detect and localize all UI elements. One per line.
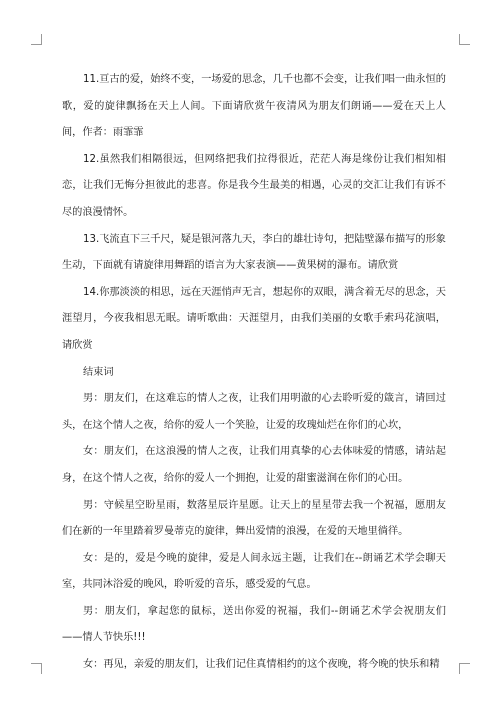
paragraph-13: 13.飞流直下三千尺，疑是银河落九天，李白的雄壮诗句，把陆壁瀑布描写的形象生动，下面就有请旋律用舞蹈的语言为大家表演——黄果树的瀑布。请欣赏 [62,233,446,272]
crop-mark-bottom-left [31,663,42,674]
paragraph-12: 12.虽然我们相隔很远，但网络把我们拉得很近，茫茫人海是缘份让我们相知相恋，让我们无悔分担彼此的悲喜。你是我今生最美的相遇，心灵的交汇让我们有诉不尽的浪漫情怀。 [62,153,446,218]
crop-mark-top-left [31,34,42,45]
crop-mark-bottom-right [459,663,470,674]
dialogue-male-1: 男：朋友们，在这难忘的情人之夜，让我们用明澈的心去聆听爱的箴言，请回过头，在这个情人之夜，给你的爱人一个笑脸，让爱的玫瑰灿烂在你们的心坎， [62,393,446,431]
paragraph-14: 14.你那淡淡的相思，远在天涯悄声无言，想起你的双眼，满含着无尽的思念，天涯望月，今夜我相思无眠。请听歌曲：天涯望月，由我们美丽的女歌手索玛花演唱，请欣赏 [62,286,446,351]
dialogue-female-2: 女：是的，爱是今晚的旋律，爱是人间永远主题，让我们在--朗诵艺术学会聊天室，共同沐浴爱的晚风，聆听爱的音乐，感受爱的气息。 [62,552,446,591]
dialogue-male-3: 男：朋友们，拿起您的鼠标，送出你爱的祝福，我们--朗诵艺术学会祝朋友们——情人节快乐!!! [62,605,446,644]
dialogue-female-1: 女：朋友们，在这浪漫的情人之夜，让我们用真挚的心去体味爱的情感，请站起身，在这个情人之夜，给你的爱人一个拥抱，让爱的甜蜜滋润在你们的心田。 [62,446,446,484]
crop-mark-top-right [459,34,470,45]
dialogue-female-3: 女：再见，亲爱的朋友们，让我们记住真情相约的这个夜晚，将今晚的快乐和精 [83,659,440,671]
paragraph-11: 11.亘古的爱，始终不变，一场爱的思念，几千也都不会变，让我们唱一曲永恒的歌，爱的旋律飘扬在天上人间。下面请欣赏午夜清风为朋友们朗诵——爱在天上人间，作者：雨霏霏 [62,74,446,139]
section-heading-closing: 结束词 [83,366,114,378]
document-body [62,67,446,679]
dialogue-male-2: 男：守候星空盼星雨，数落星辰许星愿。让天上的星星带去我一个祝福，愿朋友们在新的一年里踏着罗曼蒂克的旋律，舞出爱情的浪漫，在爱的天地里徜徉。 [62,499,446,538]
